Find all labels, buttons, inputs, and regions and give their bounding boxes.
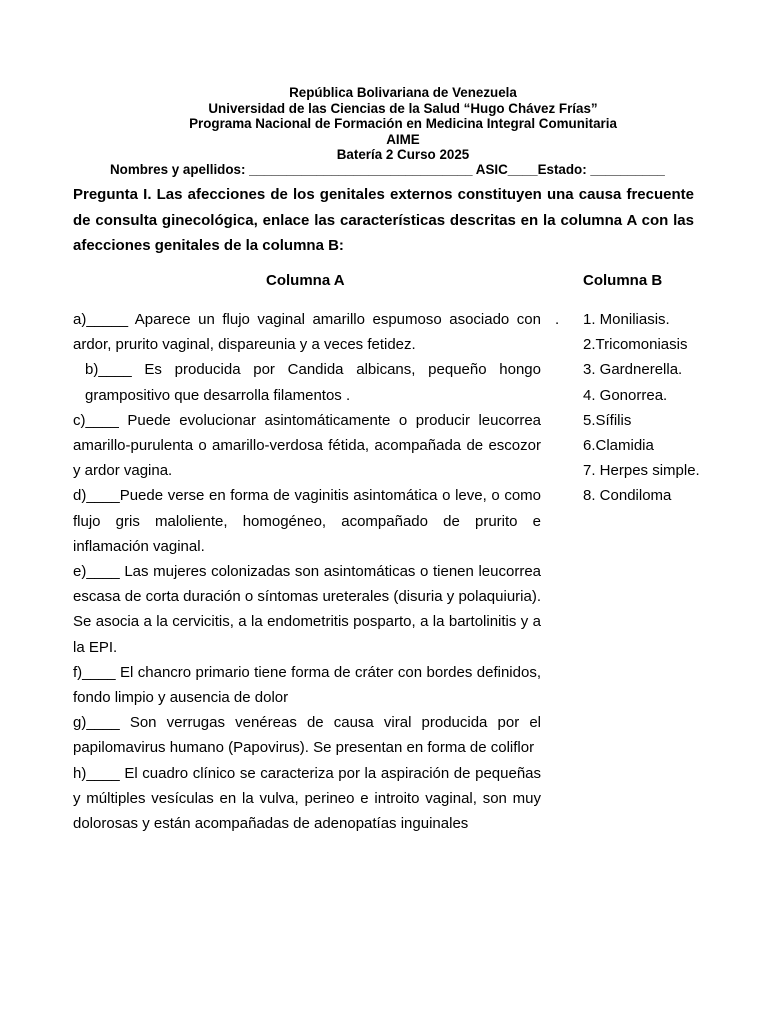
- document-header: [0, 85, 768, 163]
- column-a-item-f: f)____ El chancro primario tiene forma de cráter con bordes definidos, fondo limpio y ausencia de dolor: [73, 663, 541, 707]
- student-info-line: Nombres y apellidos: ______________________________ ASIC____Estado: __________: [110, 162, 665, 177]
- column-a-heading: Columna A: [266, 272, 345, 289]
- column-a-list: [73, 307, 541, 836]
- column-a-item-a: a)_____ Aparece un flujo vaginal amarillo espumoso asociado con ardor, prurito vaginal, dispareunia y a veces fetidez.: [73, 311, 541, 354]
- header-aime: AIME: [386, 131, 420, 147]
- column-a-item-e: e)____ Las mujeres colonizadas son asintomáticas o tienen leucorrea escasa de corta duración o síntomas ureterales (disuria y polaquiuria). Se asocia a la cervicitis, a la endometritis posparto, a la bartolinitis y a la EPI.: [73, 563, 541, 656]
- header-battery: Batería 2 Curso 2025: [336, 147, 470, 162]
- column-a-item-c: c)____ Puede evolucionar asintomáticamente o producir leucorrea amarillo-purulenta o amarillo-verdosa fétida, acompañada de escozor y ardor vagina.: [73, 411, 541, 480]
- column-b-item-5: 5.Sífilis: [583, 411, 632, 429]
- column-b-list: [583, 307, 700, 509]
- column-separator-dot: .: [555, 311, 560, 328]
- column-b-item-7: 7. Herpes simple.: [583, 462, 700, 480]
- column-a-item-h: h)____ El cuadro clínico se caracteriza por la aspiración de pequeñas y múltiples vesículas en la vulva, perineo e introito vaginal, son muy dolorosas y están acompañadas de adenopatías inguinales: [73, 764, 541, 833]
- column-a-item-b: b)____ Es producida por Candida albicans, pequeño hongo grampositivo que desarrolla filamentos .: [85, 361, 541, 404]
- column-b-item-1: 1. Moniliasis.: [583, 311, 670, 328]
- column-b-item-8: 8. Condiloma: [583, 487, 672, 505]
- column-b-heading: Columna B: [583, 272, 663, 289]
- header-program: Programa Nacional de Formación en Medicina Integral Comunitaria: [189, 116, 617, 131]
- header-university: Universidad de las Ciencias de la Salud “Hugo Chávez Frías”: [208, 100, 598, 116]
- question-statement: Pregunta I. Las afecciones de los genitales externos constituyen una causa frecuente de consulta ginecológica, enlace las características descritas en la columna A con las afecciones genitales de la columna B:: [73, 186, 694, 254]
- header-country: República Bolivariana de Venezuela: [289, 85, 517, 100]
- column-b-item-6: 6.Clamidia: [583, 437, 654, 455]
- column-b-item-4: 4. Gonorrea.: [583, 386, 668, 404]
- column-a-item-d: d)____Puede verse en forma de vaginitis asintomática o leve, o como flujo gris maloliente, homogéneo, acompañado de prurito e inflamación vaginal.: [73, 487, 541, 555]
- column-b-item-2: 2.Tricomoniasis: [583, 336, 688, 354]
- column-a-item-g: g)____ Son verrugas venéreas de causa viral producida por el papilomavirus humano (Papovirus). Se presentan en forma de coliflor: [73, 714, 541, 757]
- column-b-item-3: 3. Gardnerella.: [583, 361, 683, 379]
